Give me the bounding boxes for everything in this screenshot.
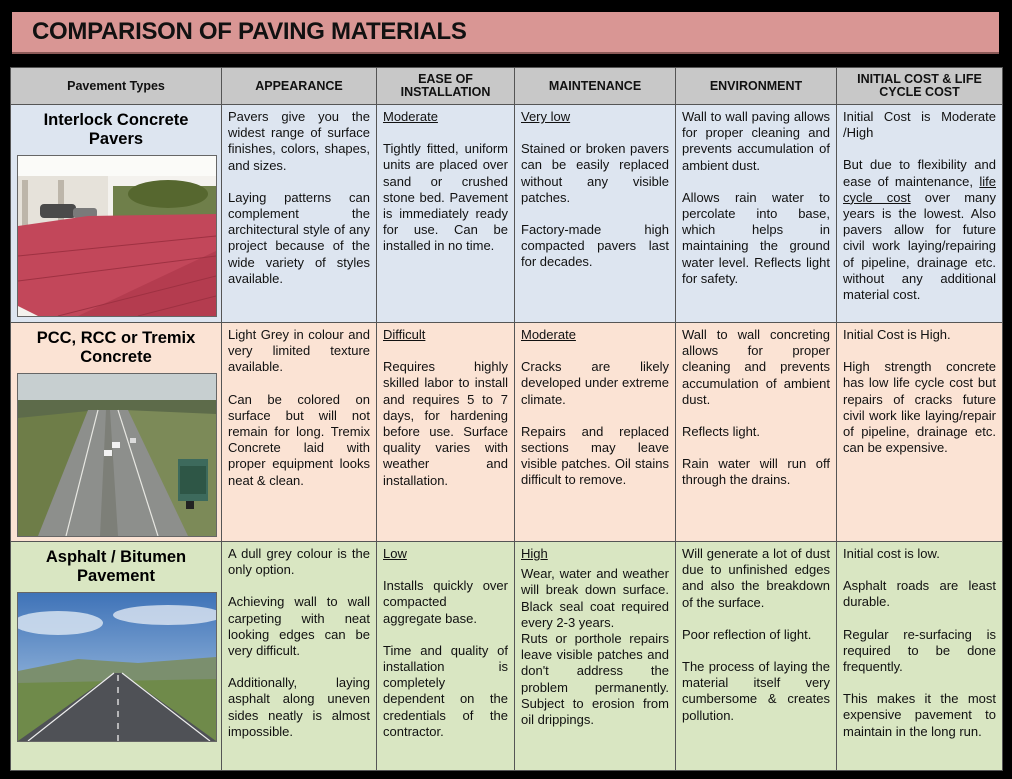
ease-cell (377, 542, 515, 771)
maintenance-cell (515, 542, 676, 771)
type-cell (11, 323, 222, 542)
header-environment: ENVIRONMENT (676, 68, 837, 105)
text-paragraph: Asphalt roads are least durable. (843, 578, 996, 610)
header-pavement-types: Pavement Types (11, 68, 222, 105)
text-paragraph: Repairs and replaced sections may leave visible patches. Oil stains difficult to remove. (521, 423, 669, 488)
cost-cell (837, 542, 1003, 771)
text-paragraph: The process of laying the material itself very cumbersome & creates pollution. (682, 659, 830, 723)
text-paragraph: Poor reflection of light. (682, 626, 812, 642)
interlock-pavers-photo (17, 155, 217, 317)
text-paragraph (843, 157, 996, 303)
text-paragraph: Cracks are likely developed under extreme climate. (521, 359, 669, 407)
text-paragraph: High strength concrete has low life cycle cost but repairs of cracks future civil work like laying/repair of pipeline, drainage etc. can be expensive. (843, 359, 996, 456)
text-paragraph: Allows rain water to percolate into base, which helps in maintaining the ground water level. Reflects light for safety. (682, 189, 830, 286)
text-paragraph: Laying patterns can complement the architectural style of any project because of the wide variety of styles available. (228, 189, 370, 286)
text-paragraph: Regular re-surfacing is required to be done frequently. (843, 626, 996, 675)
concrete-highway-photo (17, 373, 217, 537)
appearance-cell (222, 105, 377, 323)
text-paragraph: Installs quickly over compacted aggregate base. (383, 578, 508, 626)
maintenance-cell (515, 323, 676, 542)
text-span: over many years is the lowest. Also pavers allow for future civil work laying/repairing of pipeline, drainage etc. without any additional material cost. (843, 189, 996, 303)
text-paragraph: Tightly fitted, uniform units are placed over sand or crushed stone bed. Pavement is immediately ready for use. Can be installed in no time. (383, 141, 508, 254)
text-paragraph: Additionally, laying asphalt along uneven sides neatly is almost impossible. (228, 675, 370, 739)
table-row-pcc (11, 323, 1003, 542)
maintenance-cell (515, 105, 676, 323)
text-paragraph: Ruts or porthole repairs leave visible patches and don't address the problem permanently. Subject to erosion from oil drippings. (521, 631, 669, 728)
cost-cell (837, 323, 1003, 542)
ease-level: Low (383, 546, 407, 561)
title-bar (12, 12, 999, 54)
text-paragraph: Factory-made high compacted pavers last for decades. (521, 222, 669, 270)
text-paragraph: Initial cost is low. (843, 546, 940, 561)
text-paragraph: Pavers give you the widest range of surface finishes, colors, shapes, and sizes. (228, 109, 370, 173)
pavement-type-name: Interlock Concrete Pavers (43, 111, 189, 148)
text-paragraph: Rain water will run off through the drains. (682, 456, 830, 488)
ease-cell (377, 105, 515, 323)
appearance-cell (222, 323, 377, 542)
text-paragraph: Stained or broken pavers can be easily replaced without any visible patches. (521, 141, 669, 205)
environment-cell (676, 323, 837, 542)
text-paragraph: Can be colored on surface but will not remain for long. Tremix Concrete laid with proper equipment looks neat & clean. (228, 391, 370, 488)
header-ease-of-installation: EASE OF INSTALLATION (377, 68, 515, 105)
text-paragraph: Light Grey in colour and very limited texture available. (228, 327, 370, 375)
header-row (11, 68, 1003, 105)
text-paragraph: Initial Cost is Moderate /High (843, 109, 996, 141)
pavement-type-name: Asphalt / Bitumen Pavement (45, 548, 187, 585)
asphalt-road-photo (17, 592, 217, 742)
header-appearance: APPEARANCE (222, 68, 377, 105)
life-cycle-cost-term: life cycle cost (843, 173, 996, 205)
header-cost: INITIAL COST & LIFE CYCLE COST (837, 68, 1003, 105)
type-cell (11, 542, 222, 771)
text-paragraph: Wear, water and weather will break down surface. Black seal coat required every 2-3 years. (521, 566, 669, 630)
text-paragraph: Wall to wall paving allows for proper cleaning and prevents accumulation of ambient dust. (682, 109, 830, 173)
text-paragraph: A dull grey colour is the only option. (228, 546, 370, 578)
text-paragraph: Wall to wall concreting allows for proper cleaning and prevents accumulation of ambient dust. (682, 327, 830, 407)
cost-cell (837, 105, 1003, 323)
text-paragraph: Requires highly skilled labor to install and requires 5 to 7 days, for hardening before use. Surface quality varies with weather and installation. (383, 359, 508, 488)
environment-cell (676, 105, 837, 323)
environment-cell (676, 542, 837, 771)
type-cell (11, 105, 222, 323)
maintenance-level: Very low (521, 109, 571, 124)
ease-level: Difficult (383, 327, 426, 342)
maintenance-level: Moderate (521, 327, 576, 342)
header-maintenance: MAINTENANCE (515, 68, 676, 105)
comparison-table (10, 67, 1003, 771)
maintenance-level: High (521, 546, 548, 561)
ease-level: Moderate (383, 109, 438, 124)
appearance-cell (222, 542, 377, 771)
text-paragraph: Achieving wall to wall carpeting with neat looking edges can be very difficult. (228, 594, 370, 659)
text-paragraph: Will generate a lot of dust due to unfinished edges and also the breakdown of the surface. (682, 546, 830, 610)
ease-cell (377, 323, 515, 542)
table-row-interlock (11, 105, 1003, 323)
text-span: But due to flexibility and ease of maintenance, (843, 157, 996, 189)
page-title: COMPARISON OF PAVING MATERIALS (32, 18, 467, 45)
text-paragraph: Initial Cost is High. (843, 327, 951, 342)
text-paragraph: Reflects light. (682, 424, 761, 440)
pavement-type-name: PCC, RCC or Tremix Concrete (36, 329, 196, 366)
text-paragraph: This makes it the most expensive pavement to maintain in the long run. (843, 691, 996, 739)
text-paragraph: Time and quality of installation is completely dependent on the credentials of the contractor. (383, 642, 508, 739)
table-row-asphalt (11, 542, 1003, 771)
